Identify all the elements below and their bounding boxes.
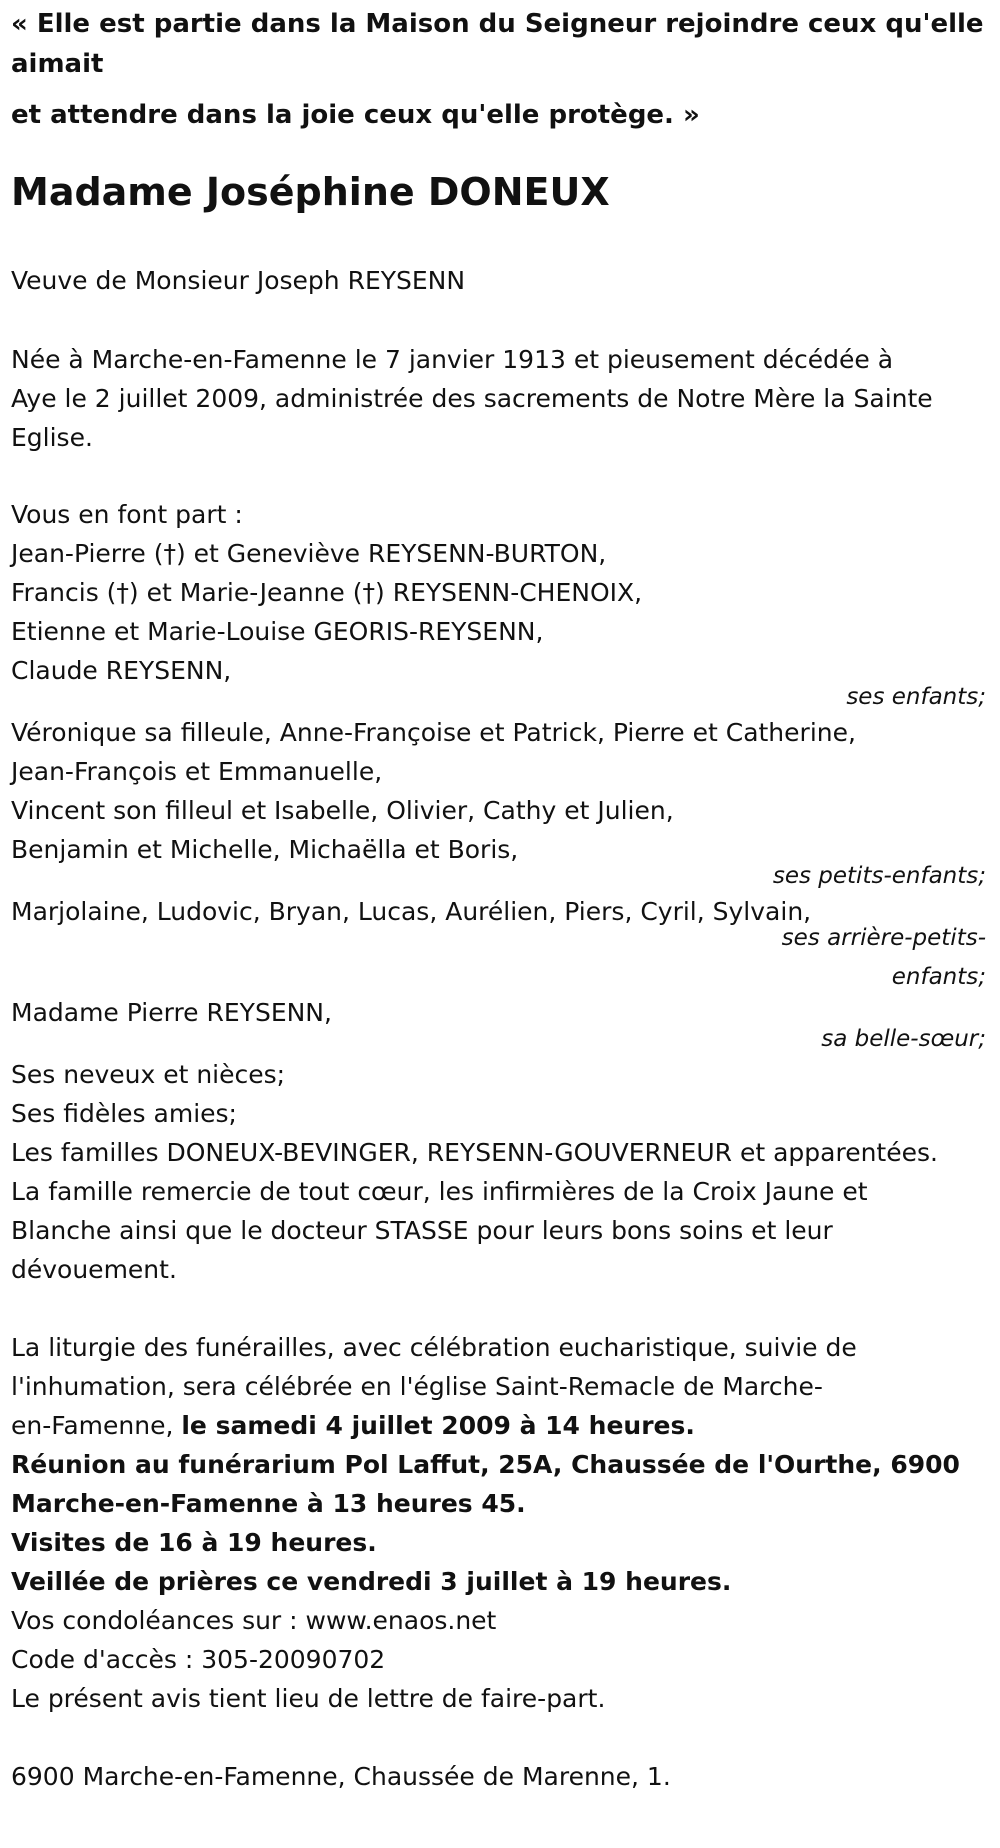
funeral-date: le samedi 4 juillet 2009 à 14 heures. xyxy=(181,1411,695,1440)
child-line: Jean-Pierre (†) et Geneviève REYSENN-BURTON, xyxy=(11,539,607,568)
grandchildren-label: ses petits-enfants; xyxy=(772,863,986,889)
child-line: Francis (†) et Marie-Jeanne (†) REYSENN-CHENOIX, xyxy=(11,578,643,607)
epigraph-line-1: « Elle est partie dans la Maison du Seigneur rejoindre ceux qu'elle xyxy=(11,9,984,39)
liturgy-line-1: La liturgie des funérailles, avec célébration eucharistique, suivie de xyxy=(11,1333,857,1362)
grandchild-line: Jean-François et Emmanuelle, xyxy=(11,757,383,786)
great-grandchildren-label-2: enfants; xyxy=(891,964,986,990)
visits-line: Visites de 16 à 19 heures. xyxy=(11,1528,377,1557)
notice-line: Le présent avis tient lieu de lettre de faire-part. xyxy=(11,1684,606,1713)
family-line: Les familles DONEUX-BEVINGER, REYSENN-GOUVERNEUR et apparentées. xyxy=(11,1138,938,1167)
child-line: Claude REYSENN, xyxy=(11,656,232,685)
thanks-line: Blanche ainsi que le docteur STASSE pour leurs bons soins et leur xyxy=(11,1216,833,1245)
family-line: Ses fidèles amies; xyxy=(11,1099,237,1128)
birth-line-2: Aye le 2 juillet 2009, administrée des sacrements de Notre Mère la Sainte xyxy=(11,384,933,413)
children-label: ses enfants; xyxy=(846,684,986,710)
child-line: Etienne et Marie-Louise GEORIS-REYSENN, xyxy=(11,617,544,646)
grandchild-line: Vincent son filleul et Isabelle, Olivier, Cathy et Julien, xyxy=(11,796,674,825)
thanks-line: dévouement. xyxy=(11,1255,177,1284)
thanks-line: La famille remercie de tout cœur, les infirmières de la Croix Jaune et xyxy=(11,1177,868,1206)
liturgy-line-2: l'inhumation, sera célébrée en l'église Saint-Remacle de Marche- xyxy=(11,1372,823,1401)
birth-line-1: Née à Marche-en-Famenne le 7 janvier 1913 et pieusement décédée à xyxy=(11,345,894,374)
deceased-name: Madame Joséphine DONEUX xyxy=(11,170,610,214)
meeting-line-2: Marche-en-Famenne à 13 heures 45. xyxy=(11,1489,526,1518)
family-line: Ses neveux et nièces; xyxy=(11,1060,286,1089)
great-grandchildren-line: Marjolaine, Ludovic, Bryan, Lucas, Aurélien, Piers, Cyril, Sylvain, xyxy=(11,897,812,926)
liturgy-place: en-Famenne, xyxy=(11,1411,182,1440)
vigil-line: Veillée de prières ce vendredi 3 juillet à 19 heures. xyxy=(11,1567,732,1596)
address-line: 6900 Marche-en-Famenne, Chaussée de Marenne, 1. xyxy=(11,1762,671,1791)
birth-line-3: Eglise. xyxy=(11,423,93,452)
condolences-line: Vos condoléances sur : www.enaos.net xyxy=(11,1606,497,1635)
grandchild-line: Benjamin et Michelle, Michaëlla et Boris, xyxy=(11,835,519,864)
sister-in-law-line: Madame Pierre REYSENN, xyxy=(11,998,332,1027)
access-code-line: Code d'accès : 305-20090702 xyxy=(11,1645,386,1674)
widow-line: Veuve de Monsieur Joseph REYSENN xyxy=(11,266,466,295)
announce-line: Vous en font part : xyxy=(11,500,243,529)
grandchild-line: Véronique sa filleule, Anne-Françoise et Patrick, Pierre et Catherine, xyxy=(11,718,856,747)
liturgy-line-3 xyxy=(11,1406,695,1446)
great-grandchildren-label-1: ses arrière-petits- xyxy=(781,925,986,951)
epigraph-line-3: et attendre dans la joie ceux qu'elle protège. » xyxy=(11,100,700,130)
epigraph-line-2: aimait xyxy=(11,49,104,79)
meeting-line-1: Réunion au funérarium Pol Laffut, 25A, Chaussée de l'Ourthe, 6900 xyxy=(11,1450,960,1479)
sister-in-law-label: sa belle-sœur; xyxy=(821,1026,986,1052)
